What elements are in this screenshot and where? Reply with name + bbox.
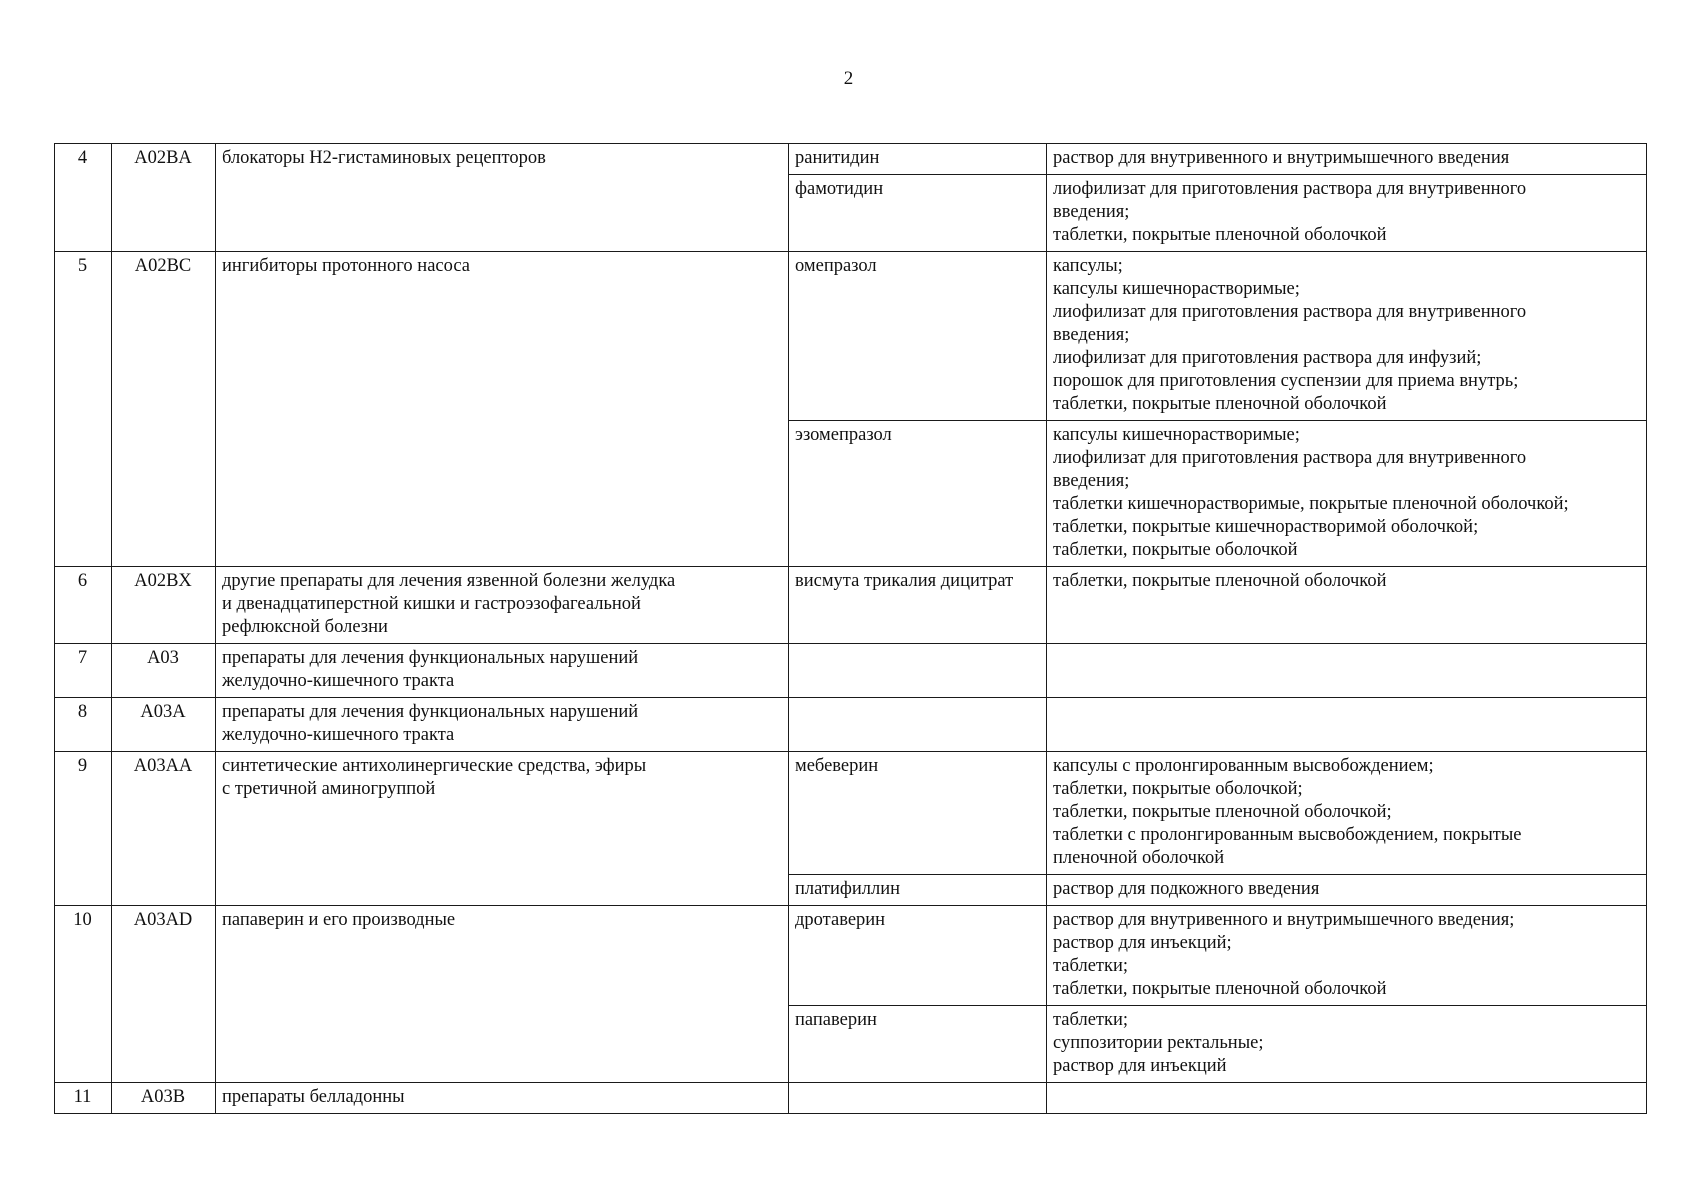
drug-name-cell: висмута трикалия дицитрат — [789, 567, 1047, 644]
row-number-cell: 6 — [55, 567, 112, 644]
table-row — [55, 644, 1647, 698]
dosage-forms-cell — [1047, 906, 1647, 1006]
drug-name-cell: мебеверин — [789, 752, 1047, 875]
dosage-forms-cell — [1047, 144, 1647, 175]
group-text-line: рефлюксной болезни — [222, 617, 388, 637]
dosage-form-line: таблетки, покрытые оболочкой; — [1053, 779, 1303, 799]
group-text-line: препараты для лечения функциональных нарушений — [222, 648, 639, 668]
group-text-line: другие препараты для лечения язвенной болезни желудка — [222, 571, 676, 591]
dosage-forms-cell — [1047, 567, 1647, 644]
pharmacological-group-cell — [216, 567, 789, 644]
table-row — [55, 752, 1647, 875]
drug-name-cell: папаверин — [789, 1006, 1047, 1083]
row-number-cell: 8 — [55, 698, 112, 752]
row-number-cell: 4 — [55, 144, 112, 252]
table-row — [55, 567, 1647, 644]
dosage-form-line: лиофилизат для приготовления раствора для внутривенного — [1053, 448, 1527, 468]
group-text-line: желудочно-кишечного тракта — [222, 725, 455, 745]
dosage-forms-cell — [1047, 252, 1647, 421]
atc-code-cell: A02BX — [112, 567, 216, 644]
dosage-forms-cell — [1047, 421, 1647, 567]
group-text-line: препараты белладонны — [222, 1087, 405, 1107]
dosage-form-line: раствор для внутривенного и внутримышечного введения; — [1053, 910, 1515, 930]
drug-name-cell: омепразол — [789, 252, 1047, 421]
pharmacological-group-cell — [216, 698, 789, 752]
dosage-form-line: таблетки кишечнорастворимые, покрытые пленочной оболочкой; — [1053, 494, 1569, 514]
dosage-form-line: таблетки, покрытые пленочной оболочкой — [1053, 225, 1387, 245]
dosage-form-line: капсулы кишечнорастворимые; — [1053, 279, 1300, 299]
group-text-line: папаверин и его производные — [222, 910, 456, 930]
dosage-form-line: раствор для подкожного введения — [1053, 879, 1320, 899]
drug-name-cell: эзомепразол — [789, 421, 1047, 567]
atc-code-cell: A03AD — [112, 906, 216, 1083]
pharmacological-group-cell — [216, 144, 789, 252]
drug-name-cell: фамотидин — [789, 175, 1047, 252]
table-row — [55, 1083, 1647, 1114]
dosage-form-line: таблетки с пролонгированным высвобождением, покрытые — [1053, 825, 1522, 845]
pharmacological-group-cell — [216, 644, 789, 698]
atc-code-cell: A03 — [112, 644, 216, 698]
dosage-form-line: капсулы; — [1053, 256, 1123, 276]
atc-code-cell: A03A — [112, 698, 216, 752]
dosage-form-line: пленочной оболочкой — [1053, 848, 1225, 868]
pharmacological-group-cell — [216, 252, 789, 567]
atc-code-cell: A02BA — [112, 144, 216, 252]
table-row — [55, 144, 1647, 175]
dosage-form-line: введения; — [1053, 202, 1130, 222]
dosage-forms-cell — [1047, 644, 1647, 698]
group-text-line: препараты для лечения функциональных нарушений — [222, 702, 639, 722]
dosage-form-line: суппозитории ректальные; — [1053, 1033, 1264, 1053]
dosage-form-line: лиофилизат для приготовления раствора для инфузий; — [1053, 348, 1482, 368]
dosage-forms-cell — [1047, 1083, 1647, 1114]
dosage-forms-cell — [1047, 875, 1647, 906]
row-number-cell: 9 — [55, 752, 112, 906]
row-number-cell: 5 — [55, 252, 112, 567]
pharmacological-group-cell — [216, 1083, 789, 1114]
dosage-form-line: лиофилизат для приготовления раствора для внутривенного — [1053, 302, 1527, 322]
drug-name-cell: ранитидин — [789, 144, 1047, 175]
group-text-line: и двенадцатиперстной кишки и гастроэзофагеальной — [222, 594, 641, 614]
dosage-form-line: таблетки, покрытые пленочной оболочкой; — [1053, 802, 1392, 822]
dosage-form-line: таблетки; — [1053, 956, 1129, 976]
dosage-form-line: таблетки, покрытые оболочкой — [1053, 540, 1298, 560]
group-text-line: желудочно-кишечного тракта — [222, 671, 455, 691]
dosage-forms-cell — [1047, 698, 1647, 752]
dosage-form-line: раствор для инъекций; — [1053, 933, 1232, 953]
dosage-form-line: раствор для инъекций — [1053, 1056, 1227, 1076]
row-number-cell: 11 — [55, 1083, 112, 1114]
dosage-form-line: таблетки, покрытые пленочной оболочкой — [1053, 979, 1387, 999]
drug-name-cell: платифиллин — [789, 875, 1047, 906]
dosage-form-line: раствор для внутривенного и внутримышечного введения — [1053, 148, 1510, 168]
dosage-form-line: капсулы кишечнорастворимые; — [1053, 425, 1300, 445]
drug-name-cell — [789, 698, 1047, 752]
drug-name-cell: дротаверин — [789, 906, 1047, 1006]
dosage-form-line: лиофилизат для приготовления раствора для внутривенного — [1053, 179, 1527, 199]
atc-code-cell: A03AA — [112, 752, 216, 906]
pharmacological-group-cell — [216, 906, 789, 1083]
dosage-form-line: таблетки; — [1053, 1010, 1129, 1030]
dosage-form-line: капсулы с пролонгированным высвобождением; — [1053, 756, 1434, 776]
dosage-form-line: таблетки, покрытые кишечнорастворимой оболочкой; — [1053, 517, 1479, 537]
dosage-form-line: таблетки, покрытые пленочной оболочкой — [1053, 394, 1387, 414]
dosage-form-line: введения; — [1053, 471, 1130, 491]
atc-code-cell: A02BC — [112, 252, 216, 567]
dosage-form-line: порошок для приготовления суспензии для приема внутрь; — [1053, 371, 1519, 391]
drug-name-cell — [789, 1083, 1047, 1114]
row-number-cell: 10 — [55, 906, 112, 1083]
dosage-forms-cell — [1047, 175, 1647, 252]
table-row — [55, 698, 1647, 752]
pharmacological-group-cell — [216, 752, 789, 906]
drug-list-table — [54, 143, 1647, 1114]
dosage-form-line: таблетки, покрытые пленочной оболочкой — [1053, 571, 1387, 591]
dosage-forms-cell — [1047, 752, 1647, 875]
table-row — [55, 906, 1647, 1006]
group-text-line: блокаторы H2-гистаминовых рецепторов — [222, 148, 546, 168]
dosage-form-line: введения; — [1053, 325, 1130, 345]
group-text-line: с третичной аминогруппой — [222, 779, 436, 799]
dosage-forms-cell — [1047, 1006, 1647, 1083]
group-text-line: ингибиторы протонного насоса — [222, 256, 470, 276]
drug-name-cell — [789, 644, 1047, 698]
page-number: 2 — [843, 68, 854, 89]
atc-code-cell: A03B — [112, 1083, 216, 1114]
table-row — [55, 252, 1647, 421]
group-text-line: синтетические антихолинергические средства, эфиры — [222, 756, 647, 776]
row-number-cell: 7 — [55, 644, 112, 698]
